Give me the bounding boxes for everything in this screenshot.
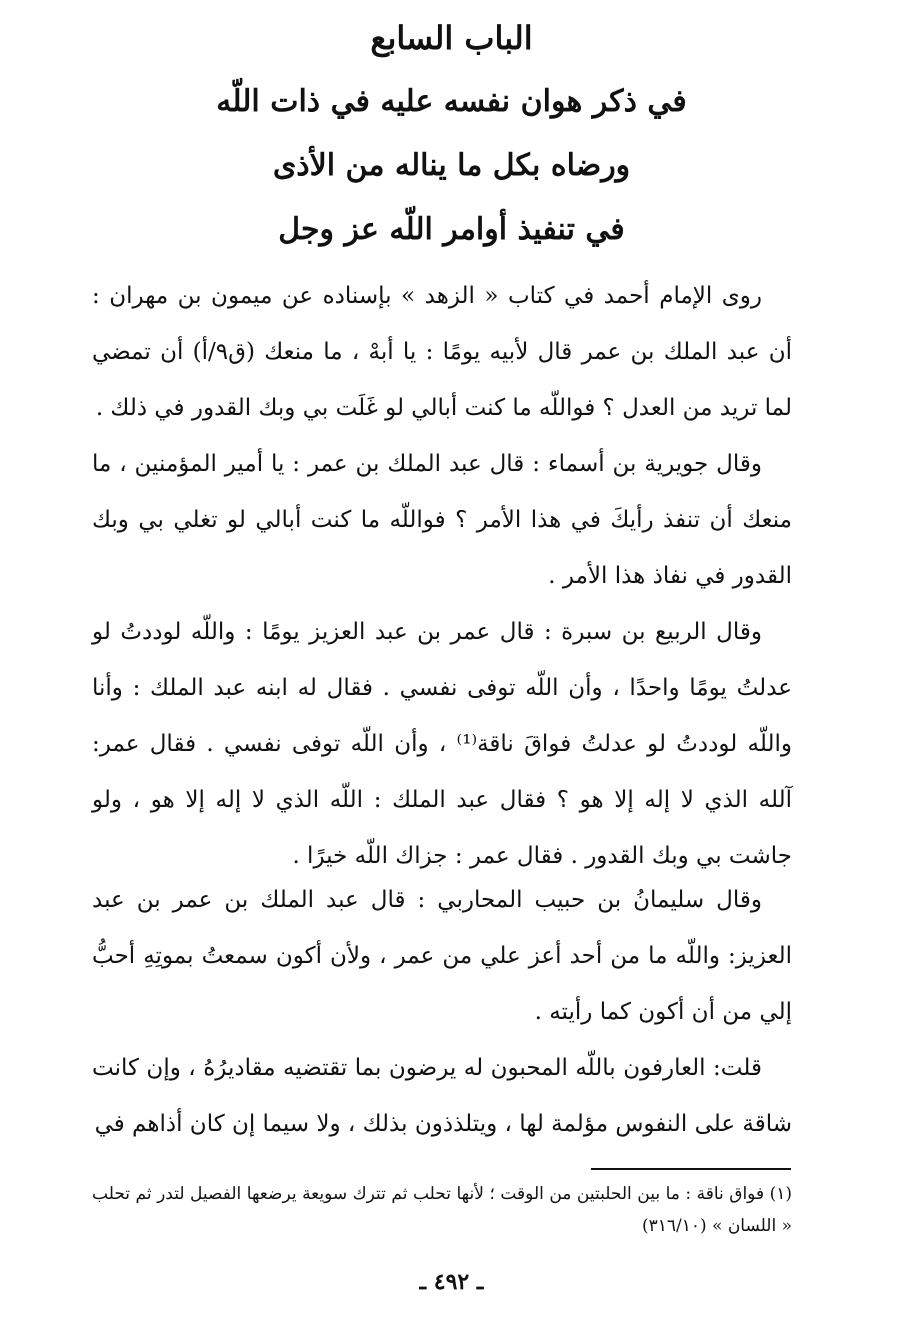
chapter-subtitle-line-2: ورضاه بكل ما يناله من الأذى	[272, 148, 631, 183]
paragraph-text: وقال الربيع بن سبرة : قال عمر بن عبد العزيز يومًا : واللّه لوددتُ لو عدلتُ يومًا واحدًا ، وأن اللّه توفى نفسي . فقال له ابنه عبد الملك : وأنا واللّه لوددتُ لو عدلتُ فواقَ ناقة⁽¹⁾ ، وأن اللّه توفى نفسي . فقال عمر: آلله الذي لا إله إلا هو ؟ فقال عبد الملك : اللّه الذي لا إله إلا هو ، ولو جاشت بي وبك القدور . فقال عمر : جزاك اللّه خيرًا .	[92, 619, 792, 869]
chapter-title: الباب السابع	[370, 19, 533, 57]
paragraph-sulayman-ibn-habib	[92, 872, 792, 1040]
chapter-subtitle-line-3: في تنفيذ أوامر اللّه عز وجل	[278, 212, 625, 247]
paragraph-text: قلت: العارفون باللّه المحبون له يرضون بما تقتضيه مقاديرُهُ ، وإن كانت شاقة على النفوس مؤلمة لها ، ويتلذذون بذلك ، ولا سيما إن كان أذاهم في	[92, 1055, 792, 1137]
paragraph-text: روى الإمام أحمد في كتاب « الزهد » بإسناده عن ميمون بن مهران : أن عبد الملك بن عمر قال لأبيه يومًا : يا أبهْ ، ما منعك (ق٩/أ) أن تمضي لما تريد من العدل ؟ فواللّه ما كنت أبالي لو غَلَت بي وبك القدور في ذلك .	[92, 283, 792, 421]
footnote-divider	[591, 1168, 791, 1170]
page-number: ـ ٤٩٢ ـ	[419, 1269, 484, 1295]
paragraph-text: وقال سليمانُ بن حبيب المحاربي : قال عبد الملك بن عمر بن عبد العزيز: واللّه ما من أحد أعز علي من عمر ، ولأن أكون سمعتُ بموتِهِ أحبُّ إلي من أن أكون كما رأيته .	[92, 887, 792, 1025]
paragraph-juwayriya	[92, 436, 792, 604]
chapter-subtitle-line-1: في ذكر هوان نفسه عليه في ذات اللّه	[216, 84, 687, 119]
paragraph-ahmad-zuhd	[92, 268, 792, 436]
footnote: (١) فواق ناقة : ما بين الحلبتين من الوقت ؛ لأنها تحلب ثم تترك سويعة يرضعها الفصيل لتدر ثم تحلب « اللسان » (٣١٦/١٠)	[92, 1184, 792, 1236]
paragraph-rabi-ibn-sabra	[92, 604, 792, 884]
paragraph-author-comment	[92, 1040, 792, 1152]
paragraph-text: وقال جويرية بن أسماء : قال عبد الملك بن عمر : يا أمير المؤمنين ، ما منعك أن تنفذ رأيكَ في هذا الأمر ؟ فواللّه ما كنت أبالي لو تغلي بي وبك القدور في نفاذ هذا الأمر .	[92, 451, 792, 589]
